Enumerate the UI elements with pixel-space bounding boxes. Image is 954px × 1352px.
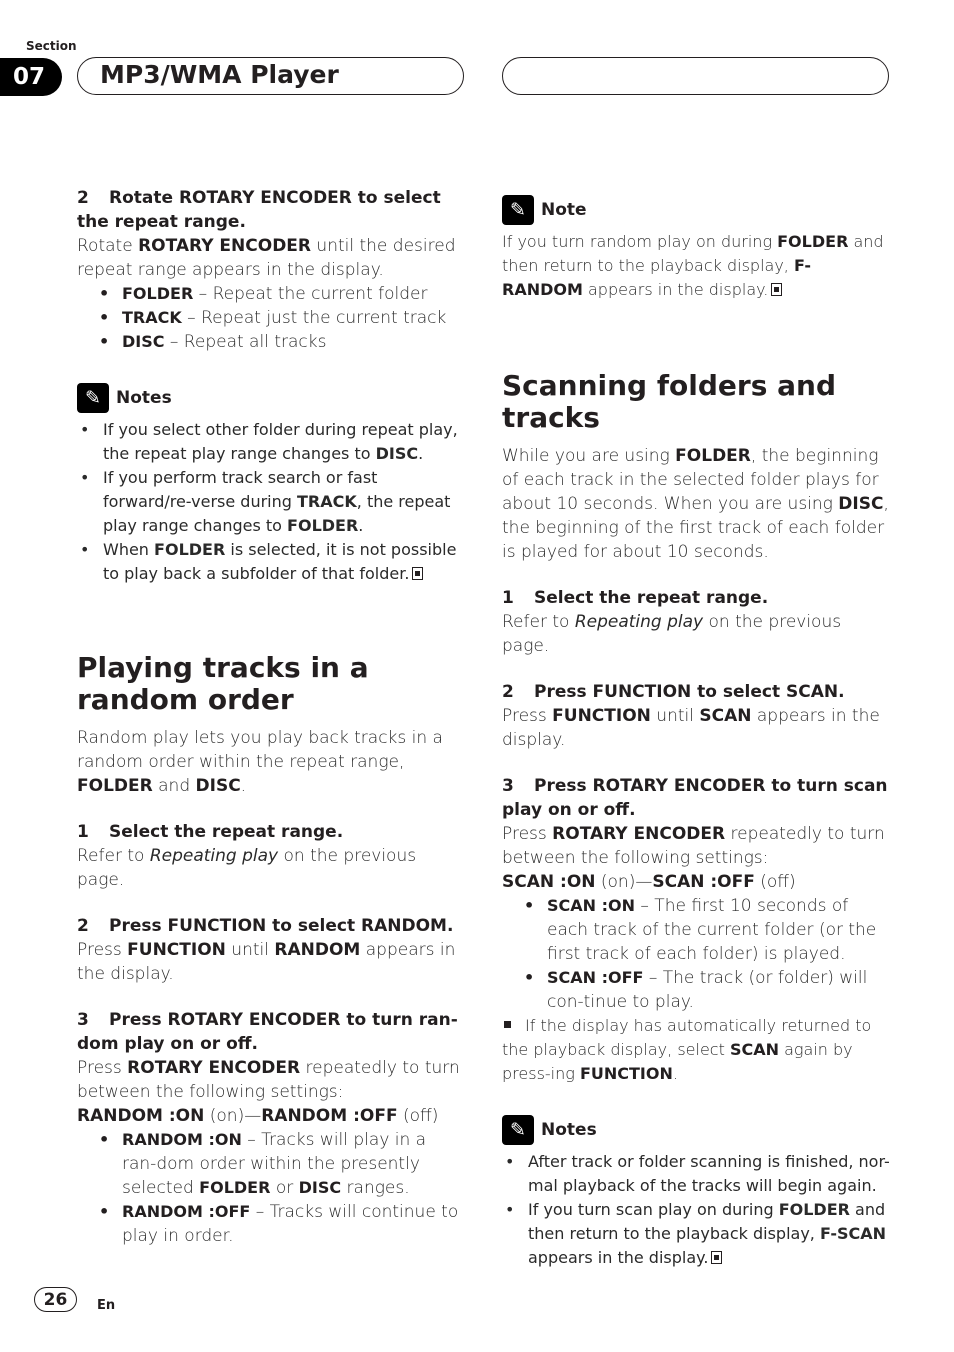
right-column — [502, 194, 890, 1270]
list-item: • RANDOM :ON – Tracks will play in a ran-dom order within the presently selected FOLDER or DISC ranges. — [122, 1128, 465, 1200]
end-mark-icon — [711, 1251, 722, 1264]
notes-header: ✎ Notes — [502, 1114, 890, 1146]
note-header: ✎ Note — [502, 194, 890, 226]
chapter-title: MP3/WMA Player — [100, 60, 339, 89]
repeat-range-list — [77, 282, 465, 354]
step-body: Press ROTARY ENCODER repeatedly to turn between the following settings: — [502, 824, 885, 868]
empty-header-box — [502, 57, 889, 95]
step-body: Refer to Repeating play on the previous page. — [77, 846, 417, 890]
list-item: • After track or folder scanning is finished, nor-mal playback of the tracks will begin again. — [528, 1150, 890, 1198]
list-item: • FOLDER – Repeat the current folder — [122, 282, 465, 306]
notes-list — [502, 1150, 890, 1270]
pencil-note-icon: ✎ — [502, 195, 534, 225]
step-body: Refer to Repeating play on the previous page. — [502, 612, 842, 656]
auto-return-note: If the display has automatically returned to the playback display, select SCAN again by press-ing FUNCTION. — [502, 1016, 872, 1083]
step-heading: 2 Press FUNCTION to select RANDOM. — [77, 916, 454, 936]
end-mark-icon — [771, 283, 782, 296]
settings-list — [502, 894, 890, 1014]
section-number-tab: 07 — [0, 58, 62, 96]
step-body: Press FUNCTION until RANDOM appears in the display. — [77, 940, 456, 984]
list-item: • If you select other folder during repeat play, the repeat play range changes to DISC. — [103, 418, 465, 466]
list-item: • TRACK – Repeat just the current track — [122, 306, 465, 330]
notes-header: ✎ Notes — [77, 382, 465, 414]
step-body: Rotate ROTARY ENCODER until the desired repeat range appears in the display. — [77, 236, 456, 280]
list-item: • DISC – Repeat all tracks — [122, 330, 465, 354]
notes-list — [77, 418, 465, 586]
pencil-note-icon: ✎ — [77, 383, 109, 413]
settings-list — [77, 1128, 465, 1248]
list-item: • SCAN :OFF – The track (or folder) will con-tinue to play. — [547, 966, 890, 1014]
step-heading: 1 Select the repeat range. — [502, 588, 769, 608]
chapter-title-box — [77, 57, 464, 95]
end-mark-icon — [412, 567, 423, 580]
section-heading: Playing tracks in a random order — [77, 651, 369, 716]
language-code: En — [97, 1298, 116, 1313]
step-heading: 2 Press FUNCTION to select SCAN. — [502, 682, 845, 702]
pencil-note-icon: ✎ — [502, 1115, 534, 1145]
step-heading: 1 Select the repeat range. — [77, 822, 344, 842]
list-item: • If you perform track search or fast forward/re-verse during TRACK, the repeat play range changes to FOLDER. — [103, 466, 465, 538]
section-heading: Scanning folders and tracks — [502, 369, 836, 434]
list-item: • SCAN :ON – The first 10 seconds of each track of the current folder (or the first track of each folder) is played. — [547, 894, 890, 966]
step-body: Press ROTARY ENCODER repeatedly to turn between the following settings: — [77, 1058, 460, 1102]
settings-line: RANDOM :ON (on)—RANDOM :OFF (off) — [77, 1106, 439, 1126]
section-intro: While you are using FOLDER, the beginning of each track in the selected folder plays for about 10 seconds. When you are using DISC, the beginning of the first track of each folder is played for about 10 seconds. — [502, 446, 889, 562]
page-number: 26 — [34, 1287, 77, 1312]
square-bullet-icon — [504, 1021, 511, 1028]
settings-line: SCAN :ON (on)—SCAN :OFF (off) — [502, 872, 796, 892]
step-heading: 3 Press ROTARY ENCODER to turn scan play on or off. — [502, 776, 888, 820]
note-text: If you turn random play on during FOLDER and then return to the playback display, F-RANDOM appears in the display. — [502, 232, 884, 299]
step-body: Press FUNCTION until SCAN appears in the display. — [502, 706, 880, 750]
left-column — [77, 186, 465, 1248]
step-heading: 2 Rotate ROTARY ENCODER to select the repeat range. — [77, 188, 441, 232]
list-item: • RANDOM :OFF – Tracks will continue to play in order. — [122, 1200, 465, 1248]
section-intro: Random play lets you play back tracks in a random order within the repeat range, FOLDER and DISC. — [77, 728, 443, 796]
list-item: • If you turn scan play on during FOLDER and then return to the playback display, F-SCAN appears in the display. — [528, 1198, 890, 1270]
section-label: Section — [26, 39, 77, 53]
list-item: • When FOLDER is selected, it is not possible to play back a subfolder of that folder. — [103, 538, 465, 586]
step-heading: 3 Press ROTARY ENCODER to turn ran-dom play on or off. — [77, 1010, 458, 1054]
